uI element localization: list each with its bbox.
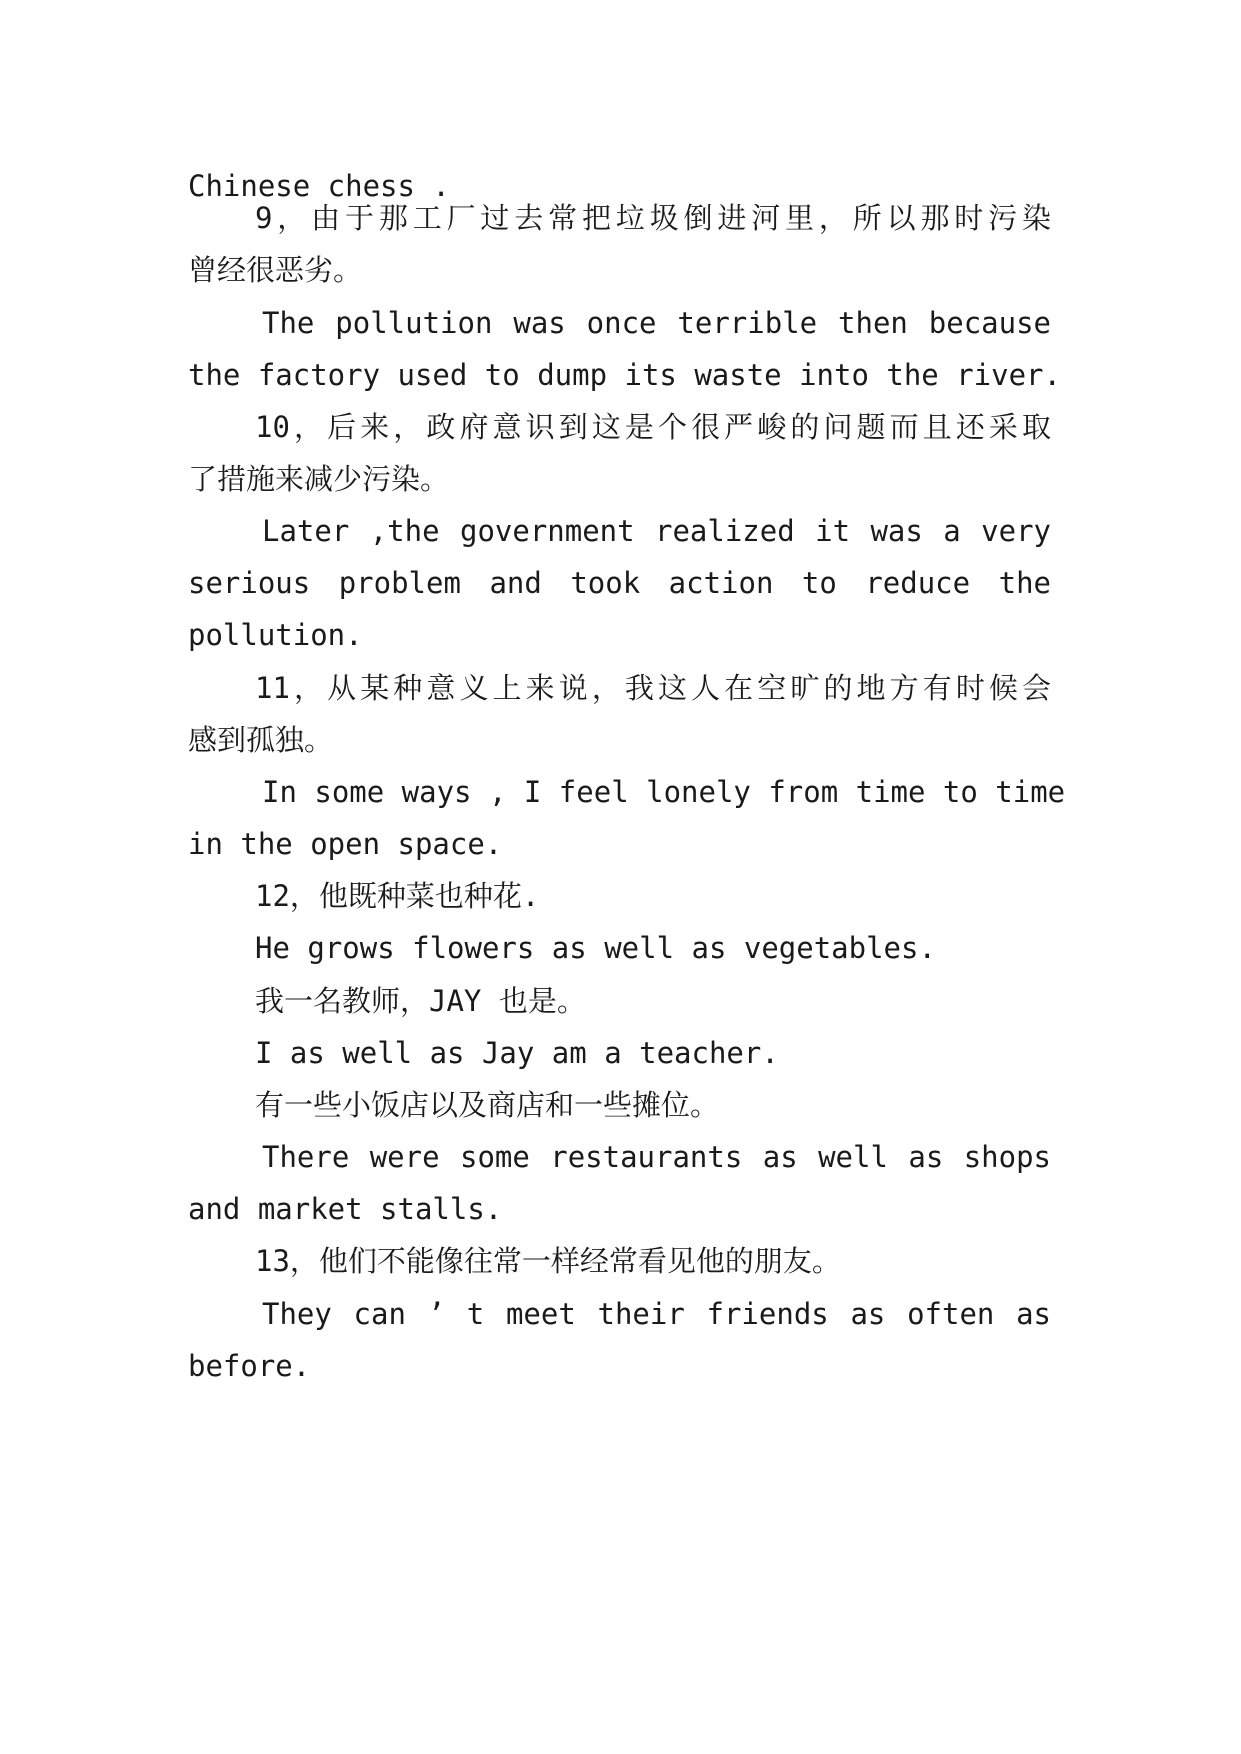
text-line-item-9-cn-cont: 曾经很恶劣。 xyxy=(188,253,363,287)
text-line-item-9-en-cont: the factory used to dump its waste into the river. xyxy=(188,358,1061,392)
text-line-teacher-cn: 我一名教师，JAY 也是。 xyxy=(255,984,586,1018)
text-line-item-11-cn-cont: 感到孤独。 xyxy=(188,723,334,757)
text-line-item-13-cn: 13，他们不能像往常一样经常看见他的朋友。 xyxy=(255,1244,841,1278)
text-line-item-10-en: Later ,the government realized it was a very xyxy=(262,514,1051,548)
text-line-item-13-en-cont: before. xyxy=(188,1349,311,1383)
text-line-item-9-cn: 9，由于那工厂过去常把垃圾倒进河里，所以那时污染 xyxy=(255,201,1051,235)
text-line-item-13-en: They can ’ t meet their friends as often as xyxy=(262,1297,1051,1331)
text-line-chinese-chess: Chinese chess . xyxy=(188,169,450,203)
text-line-teacher-en: I as well as Jay am a teacher. xyxy=(255,1036,779,1070)
text-line-item-11-cn: 11，从某种意义上来说，我这人在空旷的地方有时候会 xyxy=(255,671,1051,705)
text-line-item-10-cn: 10，后来，政府意识到这是个很严峻的问题而且还采取 xyxy=(255,410,1051,444)
text-line-item-10-en-cont: serious problem and took action to reduce the xyxy=(188,566,1051,600)
text-line-restaurants-cn: 有一些小饭店以及商店和一些摊位。 xyxy=(255,1088,720,1122)
text-line-item-11-en: In some ways , I feel lonely from time to time xyxy=(262,775,1066,809)
text-line-item-11-en-cont: in the open space. xyxy=(188,827,503,861)
text-line-item-9-en: The pollution was once terrible then because xyxy=(262,306,1051,340)
text-line-item-12-en: He grows flowers as well as vegetables. xyxy=(255,931,936,965)
text-line-item-10-en-end: pollution. xyxy=(188,618,363,652)
text-line-restaurants-en-cont: and market stalls. xyxy=(188,1192,503,1226)
text-line-item-10-cn-cont: 了措施来减少污染。 xyxy=(188,462,450,496)
text-line-restaurants-en: There were some restaurants as well as shops xyxy=(262,1140,1051,1174)
text-line-item-12-cn: 12，他既种菜也种花. xyxy=(255,879,540,913)
